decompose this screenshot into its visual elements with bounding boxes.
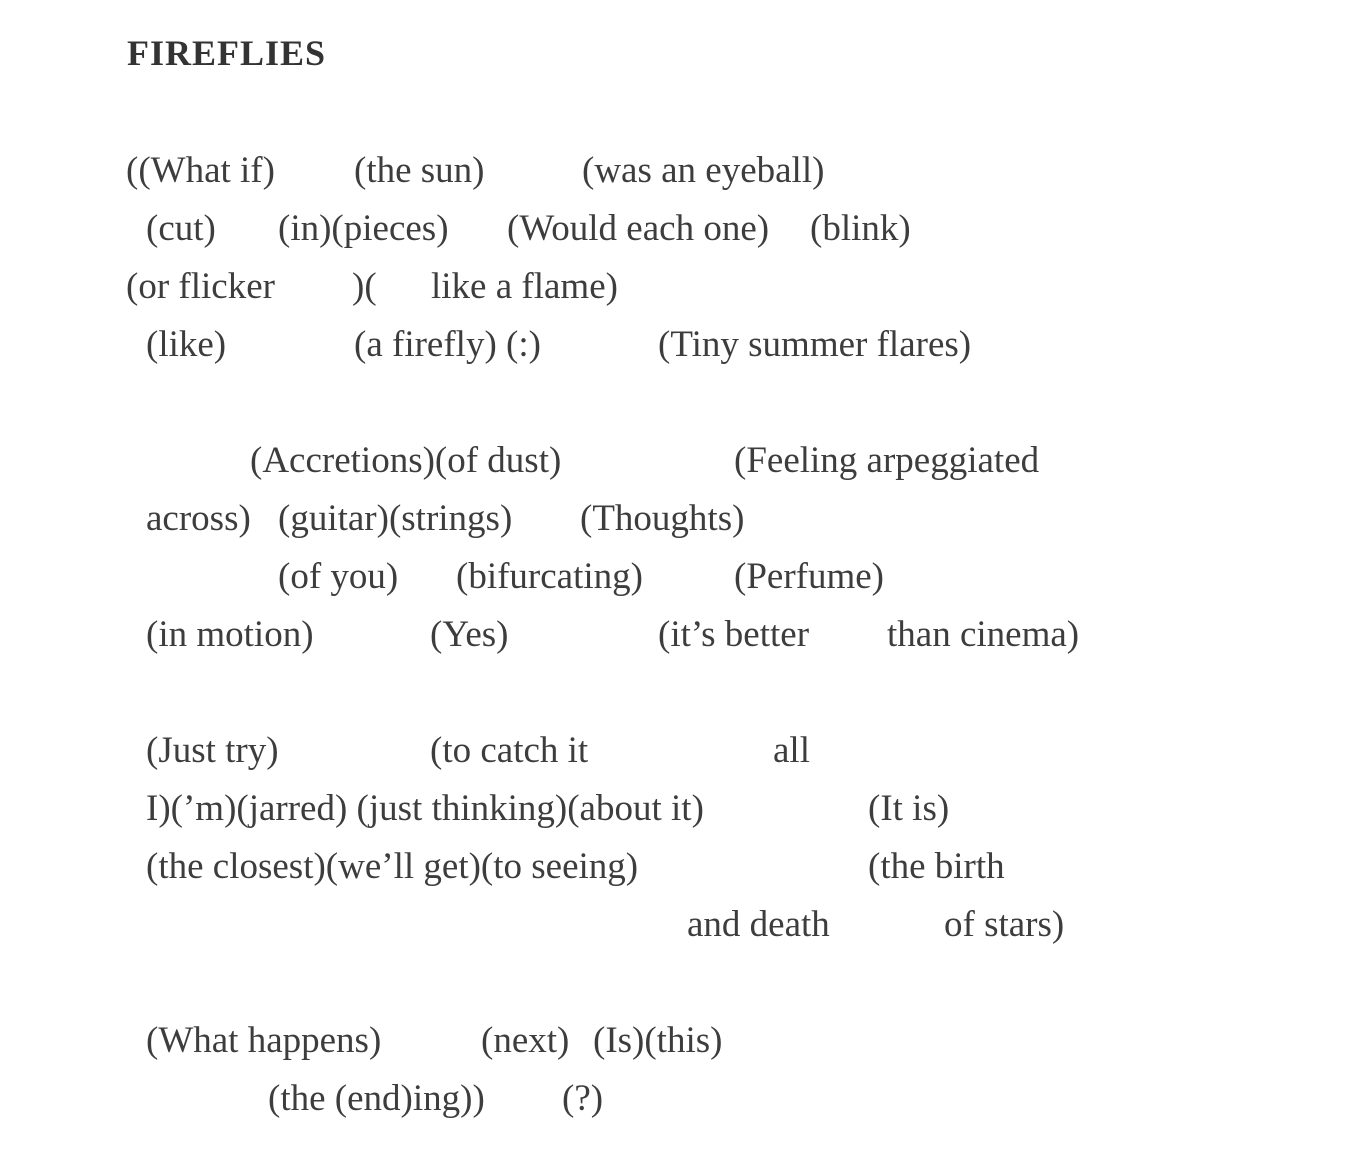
poem-line [0, 149, 1358, 207]
poem-line [0, 265, 1358, 323]
poem-title: FIREFLIES [127, 33, 327, 73]
poem-fragment: (next) [481, 1020, 570, 1061]
poem-fragment: than cinema) [887, 614, 1080, 655]
poem-fragment: (It is) [868, 788, 950, 829]
poem-fragment: (the sun) [354, 150, 485, 191]
poem-fragment: of stars) [944, 904, 1065, 945]
poem-fragment: (Tiny summer flares) [658, 324, 972, 365]
poem-fragment: (cut) [146, 208, 216, 249]
poem-line [0, 555, 1358, 613]
poem-fragment: (the (end)ing)) [268, 1078, 485, 1119]
poem-fragment: (in motion) [146, 614, 314, 655]
poem-fragment: like a flame) [431, 266, 618, 307]
poem-fragment: (Just try) [146, 730, 279, 771]
poem-fragment: (Is)(this) [593, 1020, 723, 1061]
poem-fragment: I)(’m)(jarred) (just thinking)(about it) [146, 788, 704, 829]
poem-fragment: (Would each one) [507, 208, 770, 249]
poem-line [0, 439, 1358, 497]
poem-fragment: (the birth [868, 846, 1005, 887]
poem-fragment: across) [146, 498, 251, 539]
poem-fragment: (blink) [810, 208, 911, 249]
poem-fragment: and death [687, 904, 830, 945]
poem-line [0, 323, 1358, 381]
poem-fragment: (a firefly) (:) [354, 324, 541, 365]
poem-line [0, 729, 1358, 787]
poem-fragment: (like) [146, 324, 227, 365]
poem-fragment: (Thoughts) [580, 498, 745, 539]
poem-fragment: (Yes) [430, 614, 509, 655]
poem-fragment: ((What if) [126, 150, 275, 191]
poem-fragment: (guitar)(strings) [278, 498, 513, 539]
poem-fragment: all [773, 730, 810, 771]
poem-line [0, 787, 1358, 845]
poem-line [0, 845, 1358, 903]
poem-line [0, 207, 1358, 265]
poem-line [0, 613, 1358, 671]
poem-fragment: (to catch it [430, 730, 589, 771]
poem-fragment: (?) [562, 1078, 604, 1119]
poem-fragment: (of you) [278, 556, 399, 597]
poem-fragment: (bifurcating) [456, 556, 643, 597]
poem-line [0, 497, 1358, 555]
poem-fragment: (Accretions)(of dust) [250, 440, 562, 481]
poem-fragment: (What happens) [146, 1020, 382, 1061]
poem-fragment: )( [352, 266, 377, 307]
poem-fragment: (Feeling arpeggiated [734, 440, 1040, 481]
poem-line [0, 903, 1358, 961]
poem-fragment: (was an eyeball) [582, 150, 825, 191]
poem-fragment: (in)(pieces) [278, 208, 449, 249]
poem-fragment: (the closest)(we’ll get)(to seeing) [146, 846, 639, 887]
poem-line [0, 1077, 1358, 1135]
poem-line [0, 1019, 1358, 1077]
poem-fragment: (Perfume) [734, 556, 884, 597]
poem-fragment: (it’s better [658, 614, 810, 655]
poem-fragment: (or flicker [126, 266, 275, 307]
